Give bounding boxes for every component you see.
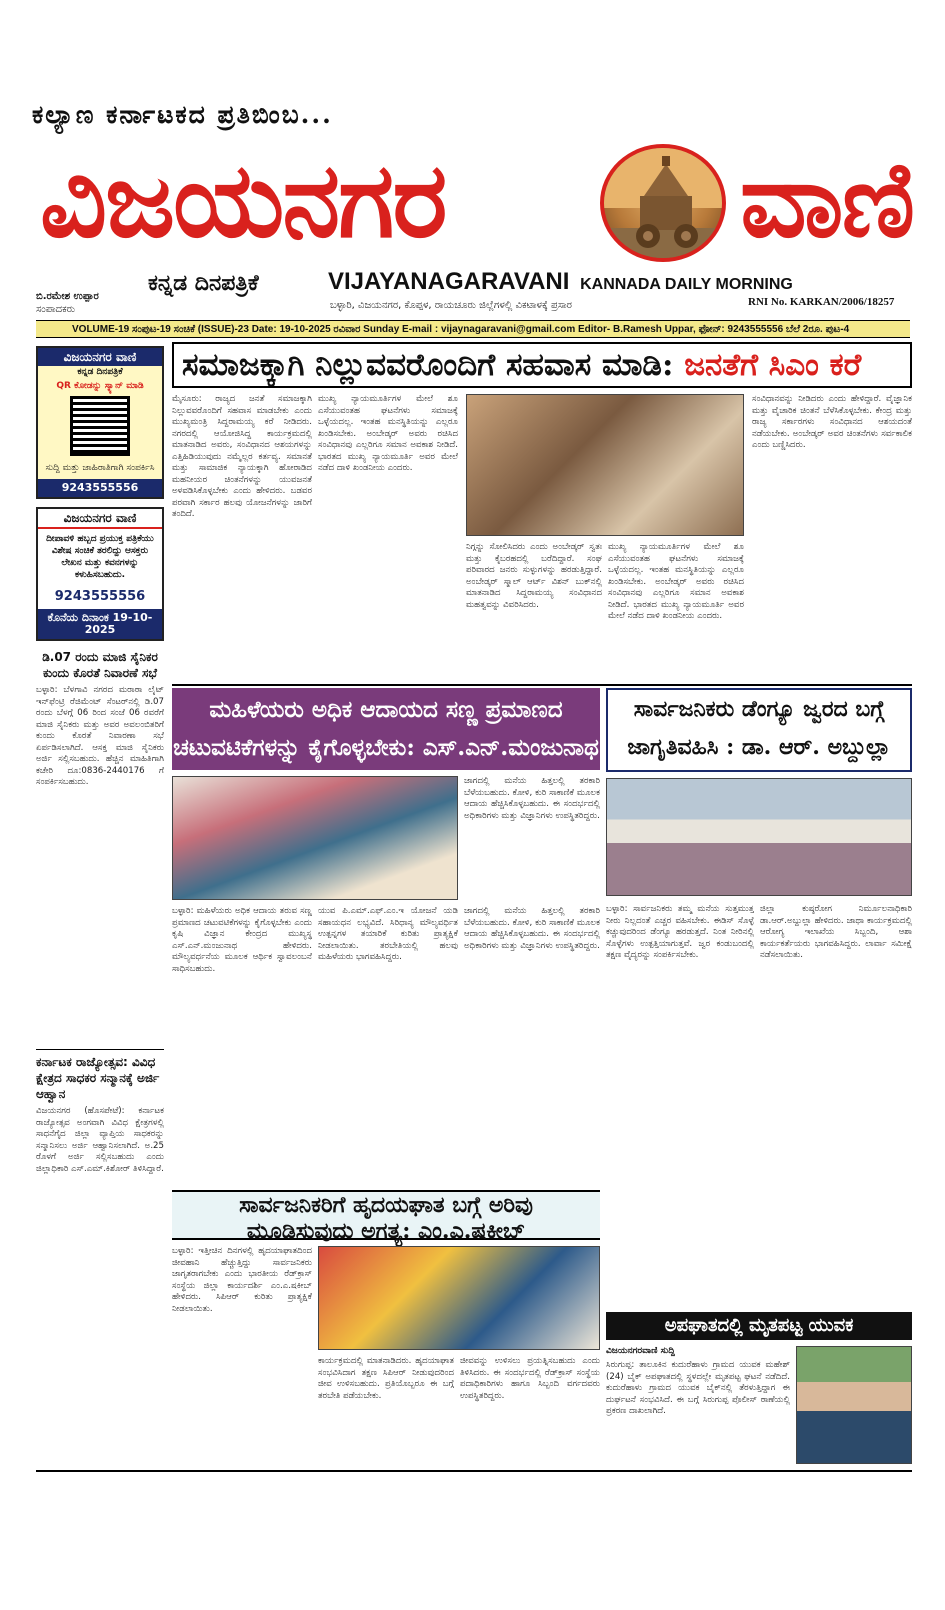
issue-info-bar: VOLUME-19 ಸಂಪುಟ-19 ಸಂಚಿಕೆ (ISSUE)-23 Date: 19-10-2025 ರವಿವಾರ Sunday E-mail : vijaynagaravani@gmail.com Editor- B.Ramesh Uppar, ಫೋನ್: 9243555556 ಬೆಲೆ 2ರೂ. ಪುಟ-4 bbox=[36, 320, 910, 338]
dengue-headline-1: ಸಾರ್ವಜನಿಕರು ಡೆಂಗ್ಯೂ ಜ್ವರದ ಬಗ್ಗೆ bbox=[633, 696, 885, 722]
advert-body: ಸುದ್ದಿ ಮತ್ತು ಜಾಹಿರಾತಿಗಾಗಿ ಸಂಪರ್ಕಿಸಿ bbox=[45, 463, 155, 473]
qr-caption: QR ಕೋಡನ್ನು ಸ್ಕ್ಯಾನ್ ಮಾಡಿ bbox=[56, 381, 144, 391]
section-divider bbox=[172, 684, 912, 686]
editor-block bbox=[36, 290, 99, 316]
advert2-title: ವಿಜಯನಗರ ವಾಣಿ bbox=[38, 509, 162, 529]
heart-headline bbox=[172, 1190, 600, 1244]
lead-column-3: ನಿಗ್ಗನ್ನು ಸೋಲಿಸಿದರು ಎಂದು ಅಂಬೇಡ್ಕರ್ ಸ್ವತಃ ಮತ್ತು ಕೈಬರಹದಲ್ಲಿ ಬರೆದಿದ್ದಾರೆ. ಸಂಘ ಪರಿವಾರದ ಜನರು ಸುಳ್ಳುಗಳನ್ನು ಹರಡುತ್ತಿದ್ದಾರೆ. ಅಂಬೇಡ್ಕರ್ ಸ್ಮಾಲ್ ಆರ್ಟ್ ವಿಶನ್ ಬುಕ್‌ನಲ್ಲಿ ಮಾತನಾಡಿದ ಸಿದ್ದರಾಮಯ್ಯ ಸಂವಿಧಾನದ ಮಹತ್ವವನ್ನು ವಿವರಿಸಿದರು. bbox=[466, 542, 602, 610]
district-coverage: ಬಳ್ಳಾರಿ, ವಿಜಯನಗರ, ಕೊಪ್ಪಳ, ರಾಯಚೂರು ಜಿಲ್ಲೆಗಳಲ್ಲಿ ವಿಕಟಾಳಕ್ಕೆ ಪ್ರಸಾರ bbox=[330, 300, 572, 311]
women-training-photo bbox=[172, 776, 458, 900]
women-column-3: ಜಾಗದಲ್ಲಿ ಮನೆಯ ಹಿತ್ತಲಲ್ಲಿ ತರಕಾರಿ ಬೆಳೆಯಬಹುದು. ಕೋಳಿ, ಕುರಿ ಸಾಕಾಣಿಕೆ ಮೂಲಕ ಆದಾಯ ಹೆಚ್ಚಿಸಿಕೊಳ್ಳಬಹುದು. ಈ ಸಂದರ್ಭದಲ್ಲಿ ಅಧಿಕಾರಿಗಳು ಮತ್ತು ವಿಜ್ಞಾನಿಗಳು ಉಪಸ್ಥಿತರಿದ್ದರು. bbox=[464, 906, 600, 951]
women-headline bbox=[172, 688, 600, 770]
editor-name: ಬಿ.ರಮೇಶ ಉಪ್ಪಾರ bbox=[36, 291, 99, 302]
left-sidebar bbox=[36, 346, 164, 1336]
rajyotsava-body: ವಿಜಯನಗರ (ಹೊಸಪೇಟೆ): ಕರ್ನಾಟಕ ರಾಜ್ಯೋತ್ಸವ ಅಂಗವಾಗಿ ವಿವಿಧ ಕ್ಷೇತ್ರಗಳಲ್ಲಿ ಸಾಧನೆಗೈದ ಜಿಲ್ಲಾ ವ್ಯಾಪ್ತಿಯ ಸಾಧಕರನ್ನು ಸನ್ಮಾನಿಸಲು ಅರ್ಜಿ ಆಹ್ವಾನಿಸಲಾಗಿದೆ. ಅ.25 ರೊಳಗೆ ಅರ್ಜಿ ಸಲ್ಲಿಸಬಹುದು ಎಂದು ಜಿಲ್ಲಾಧಿಕಾರಿ ಎಸ್.ಎಮ್.ಕಿಶೋರ್ ತಿಳಿಸಿದ್ದಾರೆ. bbox=[36, 1106, 164, 1174]
qr-advert bbox=[36, 346, 164, 499]
masthead bbox=[40, 139, 914, 261]
lead-headline-main: ಸಮಾಜಕ್ಕಾಗಿ ನಿಲ್ಲುವವರೊಂದಿಗೆ ಸಹವಾಸ ಮಾಡಿ: bbox=[182, 347, 674, 383]
lead-column-3b: ಮುಖ್ಯ ನ್ಯಾಯಮೂರ್ತಿಗಳ ಮೇಲೆ ಶೂ ಎಸೆಯುವಂತಹ ಘಟನೆಗಳು ಸಮಾಜಕ್ಕೆ ಒಳ್ಳೆಯದಲ್ಲ. ಇಂತಹ ಮನಸ್ಥಿತಿಯನ್ನು ಎಲ್ಲರೂ ಖಂಡಿಸಬೇಕು. ಅಂಬೇಡ್ಕರ್ ಅವರು ರಚಿಸಿದ ಸಂವಿಧಾನವು ಎಲ್ಲರಿಗೂ ಸಮಾನ ಅವಕಾಶ ನೀಡಿದೆ. ಭಾರತದ ಮುಖ್ಯ ನ್ಯಾಯಮೂರ್ತಿ ಅವರ ಮೇಲೆ ನಡೆದ ದಾಳಿ ಖಂಡನೀಯ ಎಂದರು. bbox=[608, 542, 744, 621]
qr-code-icon[interactable] bbox=[70, 396, 130, 456]
tagline: ಕಲ್ಯಾಣ ಕರ್ನಾಟಕದ ಪ್ರತಿಬಿಂಬ... bbox=[32, 100, 333, 129]
heart-column-1: ಬಳ್ಳಾರಿ: ಇತ್ತೀಚಿನ ದಿನಗಳಲ್ಲಿ ಹೃದಯಾಘಾತದಿಂದ ಜೀವಹಾನಿ ಹೆಚ್ಚುತ್ತಿದ್ದು ಸಾರ್ವಜನಿಕರು ಜಾಗೃತರಾಗಬೇಕು ಎಂದು ಭಾರತೀಯ ರೆಡ್‌ಕ್ರಾಸ್ ಸಂಸ್ಥೆಯ ಜಿಲ್ಲಾ ಕಾರ್ಯದರ್ಶಿ ಎಂ.ಎ.ಷಕೀಬ್ ಹೇಳಿದರು. ಸಿಪಿಆರ್ ಕುರಿತು ಪ್ರಾತ್ಯಕ್ಷಿಕೆ ನೀಡಲಾಯಿತು. bbox=[172, 1246, 312, 1314]
heart-headline-2: ಮೂಡಿಸುವುದು ಅಗತ್ಯ: ಎಂ.ಎ.ಷಕೀಬ್ bbox=[246, 1218, 526, 1244]
victim-portrait bbox=[796, 1346, 912, 1464]
heart-column-2: ಕಾರ್ಯಕ್ರಮದಲ್ಲಿ ಮಾತನಾಡಿದರು. ಹೃದಯಾಘಾತ ಸಂಭವಿಸಿದಾಗ ತಕ್ಷಣ ಸಿಪಿಆರ್ ನೀಡುವುದರಿಂದ ಜೀವ ಉಳಿಸಬಹುದು. ಪ್ರತಿಯೊಬ್ಬರೂ ಈ ಬಗ್ಗೆ ತರಬೇತಿ ಪಡೆಯಬೇಕು. bbox=[318, 1356, 454, 1401]
lead-headline-red: ಜನತೆಗೆ ಸಿಎಂ ಕರೆ bbox=[684, 347, 862, 383]
women-headline-1: ಮಹಿಳೆಯರು ಅಧಿಕ ಆದಾಯದ ಸಣ್ಣ ಪ್ರಮಾಣದ bbox=[209, 696, 563, 723]
heart-awareness-photo bbox=[318, 1246, 600, 1350]
accident-headline: ಅಪಘಾತದಲ್ಲಿ ಮೃತಪಟ್ಟ ಯುವಕ bbox=[606, 1312, 912, 1340]
masthead-left: ವಿಜಯನಗರ bbox=[40, 139, 446, 261]
lead-column-2: ಮುಖ್ಯ ನ್ಯಾಯಮೂರ್ತಿಗಳ ಮೇಲೆ ಶೂ ಎಸೆಯುವಂತಹ ಘಟನೆಗಳು ಸಮಾಜಕ್ಕೆ ಒಳ್ಳೆಯದಲ್ಲ. ಇಂತಹ ಮನಸ್ಥಿತಿಯನ್ನು ಎಲ್ಲರೂ ಖಂಡಿಸಬೇಕು. ಅಂಬೇಡ್ಕರ್ ಅವರು ರಚಿಸಿದ ಸಂವಿಧಾನವು ಎಲ್ಲರಿಗೂ ಸಮಾನ ಅವಕಾಶ ನೀಡಿದೆ. ಭಾರತದ ಮುಖ್ಯ ನ್ಯಾಯಮೂರ್ತಿ ಅವರ ಮೇಲೆ ನಡೆದ ದಾಳಿ ಖಂಡನೀಯ ಎಂದರು. bbox=[318, 394, 458, 473]
lead-headline bbox=[172, 342, 912, 388]
women-column-2: ಯುವ ಪಿ.ಎಮ್.ಎಫ್.ಎಂ.ಇ ಯೋಜನೆ ಯಡಿ ಸಹಾಯಧನ ಲಭ್ಯವಿದೆ. ಸಿರಿಧಾನ್ಯ ಮೌಲ್ಯವರ್ಧಿತ ಉತ್ಪನ್ನಗಳ ತಯಾರಿಕೆ ಕುರಿತು ಪ್ರಾತ್ಯಕ್ಷಿಕೆ ನೀಡಲಾಯಿತು. ತರಬೇತಿಯಲ್ಲಿ ಹಲವು ಮಹಿಳೆಯರು ಭಾಗವಹಿಸಿದ್ದರು. bbox=[318, 906, 458, 962]
advert2-phone[interactable]: 9243555556 bbox=[38, 588, 162, 606]
editor-role: ಸಂಪಾದಕರು bbox=[36, 304, 76, 315]
rni-number: RNI No. KARKAN/2006/18257 bbox=[748, 296, 895, 308]
dengue-headline bbox=[606, 688, 912, 772]
english-title: VIJAYANAGARAVANI bbox=[328, 268, 570, 295]
advert-subtitle: ಕನ್ನಡ ದಿನಪತ್ರಿಕೆ bbox=[77, 367, 123, 377]
women-headline-2: ಚಟುವಟಿಕೆಗಳನ್ನು ಕೈಗೊಳ್ಳಬೇಕು: ಎಸ್.ಎನ್.ಮಂಜುನಾಥ bbox=[173, 734, 599, 761]
dengue-column-2: ಜಿಲ್ಲಾ ಕುಷ್ಠರೋಗ ನಿರ್ಮೂಲನಾಧಿಕಾರಿ ಡಾ.ಆರ್.ಅಬ್ದುಲ್ಲಾ ಹೇಳಿದರು. ಜಾಥಾ ಕಾರ್ಯಕ್ರಮದಲ್ಲಿ ಆರೋಗ್ಯ ಇಲಾಖೆಯ ಸಿಬ್ಬಂದಿ, ಆಶಾ ಕಾರ್ಯಕರ್ತೆಯರು ಭಾಗವಹಿಸಿದ್ದರು. ಲಾರ್ವಾ ಸಮೀಕ್ಷೆ ನಡೆಸಲಾಯಿತು. bbox=[760, 904, 912, 960]
women-column-1: ಬಳ್ಳಾರಿ: ಮಹಿಳೆಯರು ಅಧಿಕ ಆದಾಯ ತರುವ ಸಣ್ಣ ಪ್ರಮಾಣದ ಚಟುವಟಿಕೆಗಳನ್ನು ಕೈಗೊಳ್ಳಬೇಕು ಎಂದು ಕೃಷಿ ವಿಜ್ಞಾನ ಕೇಂದ್ರದ ಮುಖ್ಯಸ್ಥ ಎಸ್.ಎನ್.ಮಂಜುನಾಥ ಹೇಳಿದರು. ಮೌಲ್ಯವರ್ಧನೆಯ ಮೂಲಕ ಆರ್ಥಿಕ ಸ್ವಾವಲಂಬನೆ ಸಾಧಿಸಬಹುದು. bbox=[172, 906, 312, 974]
lead-column-1: ಮೈಸೂರು: ರಾಜ್ಯದ ಜನತೆ ಸಮಾಜಕ್ಕಾಗಿ ನಿಲ್ಲುವವರೊಂದಿಗೆ ಸಹವಾಸ ಮಾಡಬೇಕು ಎಂದು ಮುಖ್ಯಮಂತ್ರಿ ಸಿದ್ದರಾಮಯ್ಯ ಕರೆ ನೀಡಿದರು. ನಗರದಲ್ಲಿ ಆಯೋಜಿಸಿದ್ದ ಕಾರ್ಯಕ್ರಮದಲ್ಲಿ ಮಾತನಾಡಿದ ಅವರು, ಸಂವಿಧಾನದ ಆಶಯಗಳನ್ನು ಎತ್ತಿಹಿಡಿಯುವುದು ನಮ್ಮೆಲ್ಲರ ಕರ್ತವ್ಯ. ಸಮಾನತೆ ಮತ್ತು ಸಾಮಾಜಿಕ ನ್ಯಾಯಕ್ಕಾಗಿ ಹೋರಾಡಿದ ಮಹನೀಯರ ಚಿಂತನೆಗಳನ್ನು ಯುವಜನತೆ ಅಳವಡಿಸಿಕೊಳ್ಳಬೇಕು ಎಂದು ಹೇಳಿದರು. ಬಡವರ ಪರವಾಗಿ ಸರ್ಕಾರ ಹಲವು ಯೋಜನೆಗಳನ್ನು ಜಾರಿಗೆ ತಂದಿದೆ. bbox=[172, 394, 312, 519]
accident-body: ಸಿರುಗುಪ್ಪ: ತಾಲೂಕಿನ ಕುದುರೆಹಾಳು ಗ್ರಾಮದ ಯುವಕ ಮಹೇಶ್ (24) ಬೈಕ್ ಅಪಘಾತದಲ್ಲಿ ಸ್ಥಳದಲ್ಲೇ ಮೃತಪಟ್ಟ ಘಟನೆ ನಡೆದಿದೆ. ಕುದುರೆಹಾಳು ಗ್ರಾಮದ ಯುವಕ ಬೈಕ್‌ನಲ್ಲಿ ತೆರಳುತ್ತಿದ್ದಾಗ ಈ ದುರ್ಘಟನೆ ಸಂಭವಿಸಿದೆ. ಈ ಬಗ್ಗೆ ಸಿರುಗುಪ್ಪ ಪೊಲೀಸ್ ಠಾಣೆಯಲ್ಲಿ ಪ್ರಕರಣ ದಾಖಲಾಗಿದೆ. bbox=[606, 1360, 790, 1416]
advert2-body: ದೀಪಾವಳಿ ಹಬ್ಬದ ಪ್ರಯುಕ್ತ ಪತ್ರಿಕೆಯು ವಿಶೇಷ ಸಂಚಿಕೆ ತರಲಿದ್ದು ಆಸಕ್ತರು ಲೇಖನ ಮತ್ತು ಕವನಗಳನ್ನು ಕಳುಹಿಸಬಹುದು. bbox=[46, 534, 154, 580]
accident-byline: ವಿಜಯನಗರವಾಣಿ ಸುದ್ದಿ bbox=[606, 1346, 675, 1356]
kannada-daily: ಕನ್ನಡ ದಿನಪತ್ರಿಕೆ bbox=[148, 270, 259, 296]
lead-column-4: ಸಂವಿಧಾನವನ್ನು ನೀಡಿದರು ಎಂದು ಹೇಳಿದ್ದಾರೆ. ವೈಜ್ಞಾನಿಕ ಮತ್ತು ವೈಚಾರಿಕ ಚಿಂತನೆ ಬೆಳೆಸಿಕೊಳ್ಳಬೇಕು. ಕೇಂದ್ರ ಮತ್ತು ರಾಜ್ಯ ಸರ್ಕಾರಗಳು ಸಂವಿಧಾನದ ಆಶಯದಂತೆ ನಡೆಯಬೇಕು. ಅಂಬೇಡ್ಕರ್ ಅವರ ಚಿಂತನೆಗಳು ಸರ್ವಕಾಲಿಕ ಎಂದು ಬಣ್ಣಿಸಿದರು. bbox=[752, 394, 912, 450]
ex-servicemen-body: ಬಳ್ಳಾರಿ: ಬೆಳಗಾವಿ ನಗರದ ಮರಾಠಾ ಲೈಟ್ ಇನ್‌ಫೆಂಟ್ರಿ ರೆಜಿಮೆಂಟ್ ಸೆಂಟರ್‌ನಲ್ಲಿ ಡಿ.07 ರಂದು ಬೆಳಗ್ಗೆ 06 ರಿಂದ ಸಂಜೆ 06 ರವರೆಗೆ ಮಾಜಿ ಸೈನಿಕರು ಮತ್ತು ಅವರ ಅವಲಂಬಿತರಿಗೆ ಕುಂದು ಕೊರತೆ ನಿವಾರಣಾ ಸಭೆ ಏರ್ಪಡಿಸಲಾಗಿದೆ. ಆಸಕ್ತ ಮಾಜಿ ಸೈನಿಕರು ಅರ್ಜಿ ಸಲ್ಲಿಸಬಹುದು. ಹೆಚ್ಚಿನ ಮಾಹಿತಿಗಾಗಿ ಕಚೇರಿ ದೂ:0836-2440176 ಗೆ ಸಂಪರ್ಕಿಸಬಹುದು. bbox=[36, 685, 164, 787]
deepavali-advert bbox=[36, 507, 164, 641]
advert-phone[interactable]: 9243555556 bbox=[38, 479, 162, 497]
women-column-3a: ಜಾಗದಲ್ಲಿ ಮನೆಯ ಹಿತ್ತಲಲ್ಲಿ ತರಕಾರಿ ಬೆಳೆಯಬಹುದು. ಕೋಳಿ, ಕುರಿ ಸಾಕಾಣಿಕೆ ಮೂಲಕ ಆದಾಯ ಹೆಚ್ಚಿಸಿಕೊಳ್ಳಬಹುದು. ಈ ಸಂದರ್ಭದಲ್ಲಿ ಅಧಿಕಾರಿಗಳು ಮತ್ತು ವಿಜ್ಞಾನಿಗಳು ಉಪಸ್ಥಿತರಿದ್ದರು. bbox=[464, 776, 600, 821]
advert2-deadline: ಕೊನೆಯ ದಿನಾಂಕ 19-10-2025 bbox=[38, 609, 162, 639]
ex-servicemen-headline: ಡಿ.07 ರಂದು ಮಾಜಿ ಸೈನಿಕರ ಕುಂದು ಕೊರತೆ ನಿವಾರಣೆ ಸಭೆ bbox=[42, 650, 158, 680]
stone-chariot-emblem bbox=[600, 144, 726, 262]
bottom-rule bbox=[36, 1470, 912, 1472]
dengue-headline-2: ಜಾಗೃತಿವಹಿಸಿ : ಡಾ. ಆರ್. ಅಬ್ದುಲ್ಲಾ bbox=[627, 734, 891, 760]
cm-photo bbox=[466, 394, 744, 536]
heart-column-3: ಜೀವವನ್ನು ಉಳಿಸಲು ಪ್ರಯತ್ನಿಸಬಹುದು ಎಂದು ತಿಳಿಸಿದರು. ಈ ಸಂದರ್ಭದಲ್ಲಿ ರೆಡ್‌ಕ್ರಾಸ್ ಸಂಸ್ಥೆಯ ಪದಾಧಿಕಾರಿಗಳು ಹಾಗೂ ಸಿಬ್ಬಂದಿ ವರ್ಗದವರು ಉಪಸ್ಥಿತರಿದ್ದರು. bbox=[460, 1356, 600, 1401]
english-title-block bbox=[328, 268, 793, 296]
dengue-column-1: ಬಳ್ಳಾರಿ: ಸಾರ್ವಜನಿಕರು ತಮ್ಮ ಮನೆಯ ಸುತ್ತಮುತ್ತ ನೀರು ನಿಲ್ಲದಂತೆ ಎಚ್ಚರ ವಹಿಸಬೇಕು. ಈಡಿಸ್ ಸೊಳ್ಳೆ ಕಚ್ಚುವುದರಿಂದ ಡೆಂಗ್ಯೂ ಹರಡುತ್ತದೆ. ನಿಂತ ನೀರಿನಲ್ಲಿ ಸೊಳ್ಳೆಗಳು ಉತ್ಪತ್ತಿಯಾಗುತ್ತವೆ. ಜ್ವರ ಕಂಡುಬಂದಲ್ಲಿ ತಕ್ಷಣ ವೈದ್ಯರನ್ನು ಸಂಪರ್ಕಿಸಬೇಕು. bbox=[606, 904, 754, 960]
rajyotsava-headline: ಕರ್ನಾಟಕ ರಾಜ್ಯೋತ್ಸವ: ವಿವಿಧ ಕ್ಷೇತ್ರದ ಸಾಧಕರ ಸನ್ಮಾನಕ್ಕೆ ಅರ್ಜಿ ಆಹ್ವಾನ bbox=[36, 1049, 164, 1102]
masthead-right: ವಾಣಿ bbox=[740, 139, 914, 261]
dengue-rally-photo bbox=[606, 778, 912, 896]
heart-headline-1: ಸಾರ್ವಜನಿಕರಿಗೆ ಹೃದಯಘಾತ ಬಗ್ಗೆ ಅರಿವು bbox=[239, 1192, 533, 1218]
english-subtitle: KANNADA DAILY MORNING bbox=[580, 276, 793, 293]
advert-title: ವಿಜಯನಗರ ವಾಣಿ bbox=[38, 348, 162, 366]
